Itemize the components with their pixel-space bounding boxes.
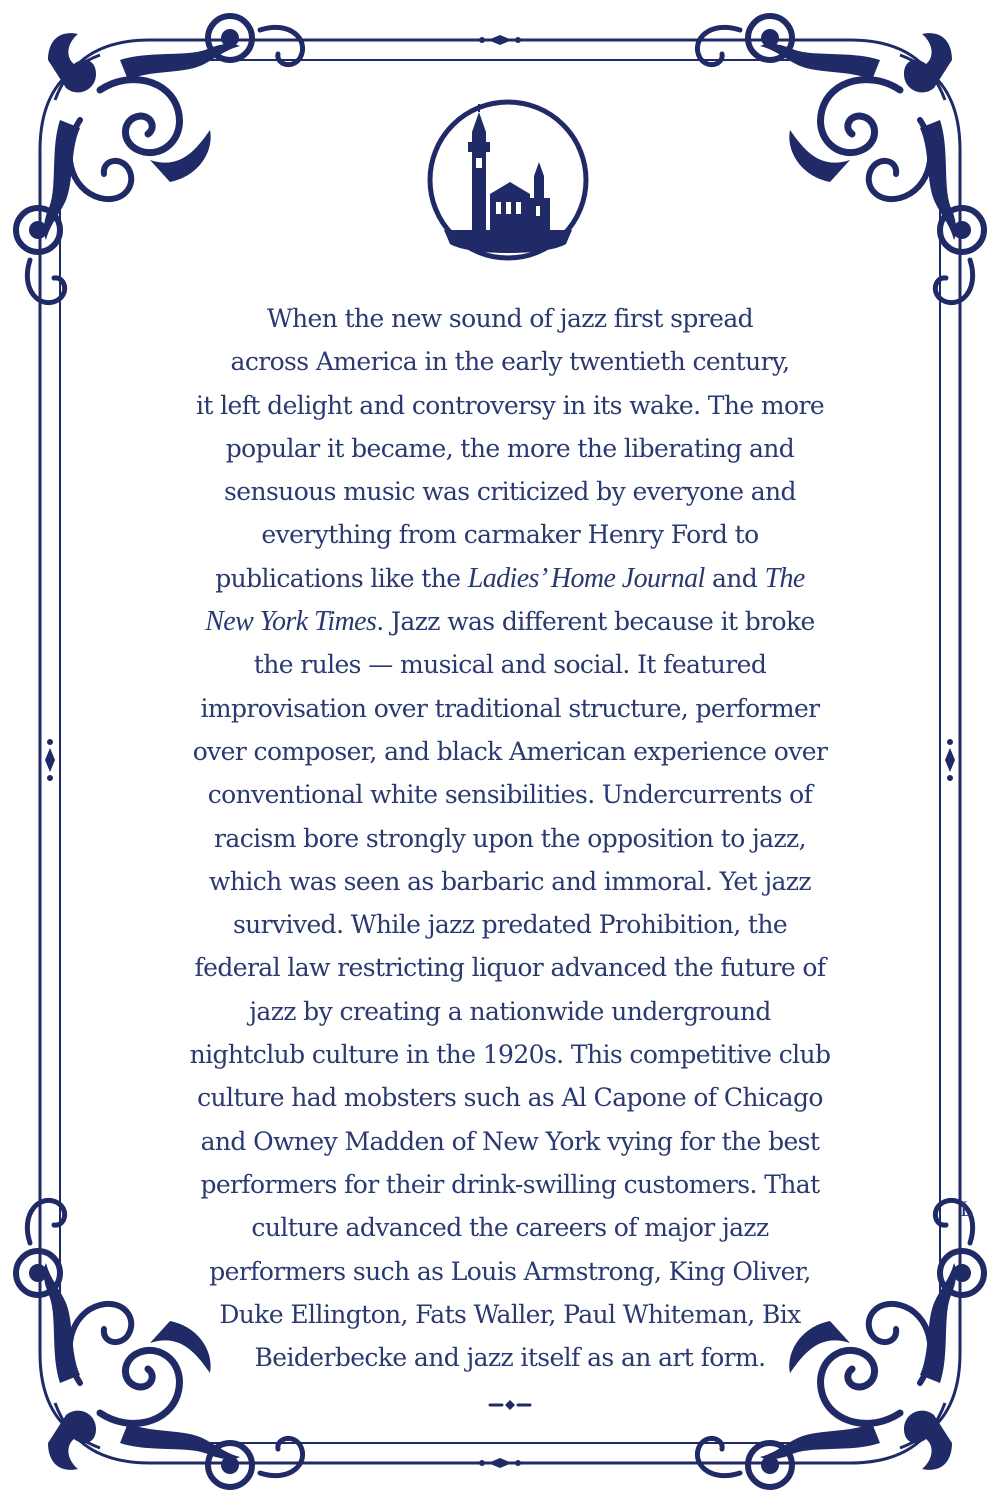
text-line: culture advanced the careers of major jazz	[251, 1213, 769, 1243]
text-line: When the new sound of jazz first spread	[266, 304, 754, 333]
text-line: the rules — musical and social. It featured	[253, 650, 767, 680]
publication-title: The	[764, 562, 805, 594]
text-line: it left delight and controversy in its wake. The more	[195, 390, 825, 420]
text-line: federal law restricting liquor advanced the future of	[194, 953, 826, 983]
diamond-ornament-icon	[488, 1398, 532, 1412]
text-line	[140, 600, 880, 643]
text-line: which was seen as barbaric and immoral. Yet jazz	[209, 866, 811, 896]
text-line: performers such as Louis Armstrong, King Oliver,	[209, 1256, 811, 1286]
text-line: everything from carmaker Henry Ford to	[261, 520, 759, 550]
article-paragraph	[140, 297, 880, 1379]
text-line: culture had mobsters such as Al Capone of Chicago	[197, 1083, 823, 1113]
text-line: improvisation over traditional structure, performer	[200, 693, 820, 723]
text-line: performers for their drink-swilling customers. That	[200, 1169, 820, 1199]
text-line: survived. While jazz predated Prohibition, the	[232, 910, 788, 940]
text-line: over composer, and black American experience over	[192, 736, 828, 766]
text-line: Beiderbecke and jazz itself as an art form.	[254, 1343, 766, 1373]
text-line: conventional white sensibilities. Undercurrents of	[207, 780, 813, 810]
text-run: publications like the	[215, 563, 468, 593]
text-line	[140, 557, 880, 600]
text-line: sensuous music was criticized by everyone and	[224, 477, 796, 507]
divider-left	[45, 739, 55, 781]
text-run: and	[704, 563, 765, 593]
publication-title: Ladies’ Home Journal	[467, 562, 705, 594]
side-label: L	[960, 1196, 974, 1221]
text-line: jazz by creating a nationwide underground	[249, 996, 771, 1026]
text-line: popular it became, the more the liberating and	[225, 433, 795, 463]
text-line: racism bore strongly upon the opposition to jazz,	[214, 823, 806, 853]
text-line: and Owney Madden of New York vying for the best	[200, 1126, 820, 1156]
text-run: . Jazz was different because it broke	[376, 607, 815, 637]
publication-title: New York Times	[205, 606, 377, 638]
building-with-bell-tower-icon	[426, 98, 590, 262]
text-line: Duke Ellington, Fats Waller, Paul Whiteman, Bix	[219, 1299, 801, 1329]
divider-right	[945, 739, 955, 781]
text-line: nightclub culture in the 1920s. This competitive club	[189, 1040, 831, 1070]
text-line: across America in the early twentieth century,	[230, 347, 790, 377]
